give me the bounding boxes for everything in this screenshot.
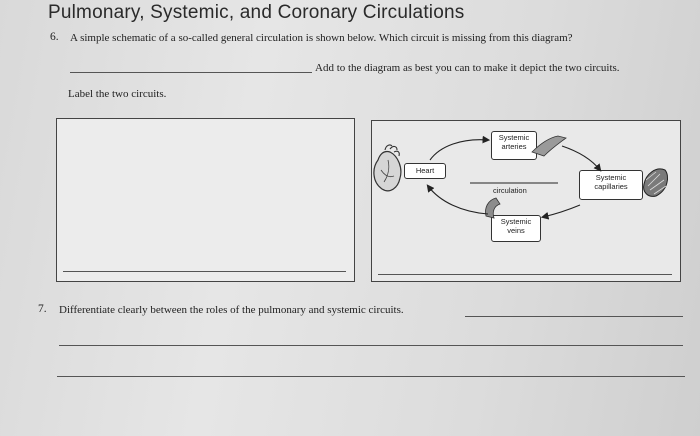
vein-vessel-icon	[485, 198, 500, 218]
question-6-label-instruction: Label the two circuits.	[68, 88, 167, 100]
question-7-answer-line-2[interactable]	[59, 345, 683, 346]
systemic-capillaries-label: Systemic capillaries	[579, 170, 643, 200]
systemic-veins-label: Systemic veins	[491, 215, 541, 242]
artery-vessel-icon	[532, 136, 566, 156]
question-7-answer-line-3[interactable]	[57, 376, 685, 377]
systemic-arteries-label: Systemic arteries	[491, 131, 537, 160]
arrow-arteries-to-capillaries	[562, 146, 600, 170]
arrow-heart-to-arteries	[430, 140, 488, 160]
circulation-label: circulation	[493, 186, 527, 195]
arrow-veins-to-heart	[428, 186, 488, 214]
question-6-instruction: Add to the diagram as best you can to make it depict the two circuits.	[315, 62, 620, 74]
question-6-text: A simple schematic of a so-called general circulation is shown below. Which circuit is missing from this diagram?	[70, 32, 573, 44]
question-7-answer-line-1[interactable]	[465, 316, 683, 317]
question-6-number: 6.	[50, 31, 59, 43]
heart-label: Heart	[404, 163, 446, 179]
question-7-number: 7.	[38, 303, 47, 315]
arrow-capillaries-to-veins	[543, 205, 580, 217]
question-7-text: Differentiate clearly between the roles of the pulmonary and systemic circuits.	[59, 304, 404, 316]
heart-icon	[374, 145, 401, 191]
page-title: Pulmonary, Systemic, and Coronary Circulations	[48, 2, 465, 23]
capillary-bed-icon	[644, 169, 668, 196]
